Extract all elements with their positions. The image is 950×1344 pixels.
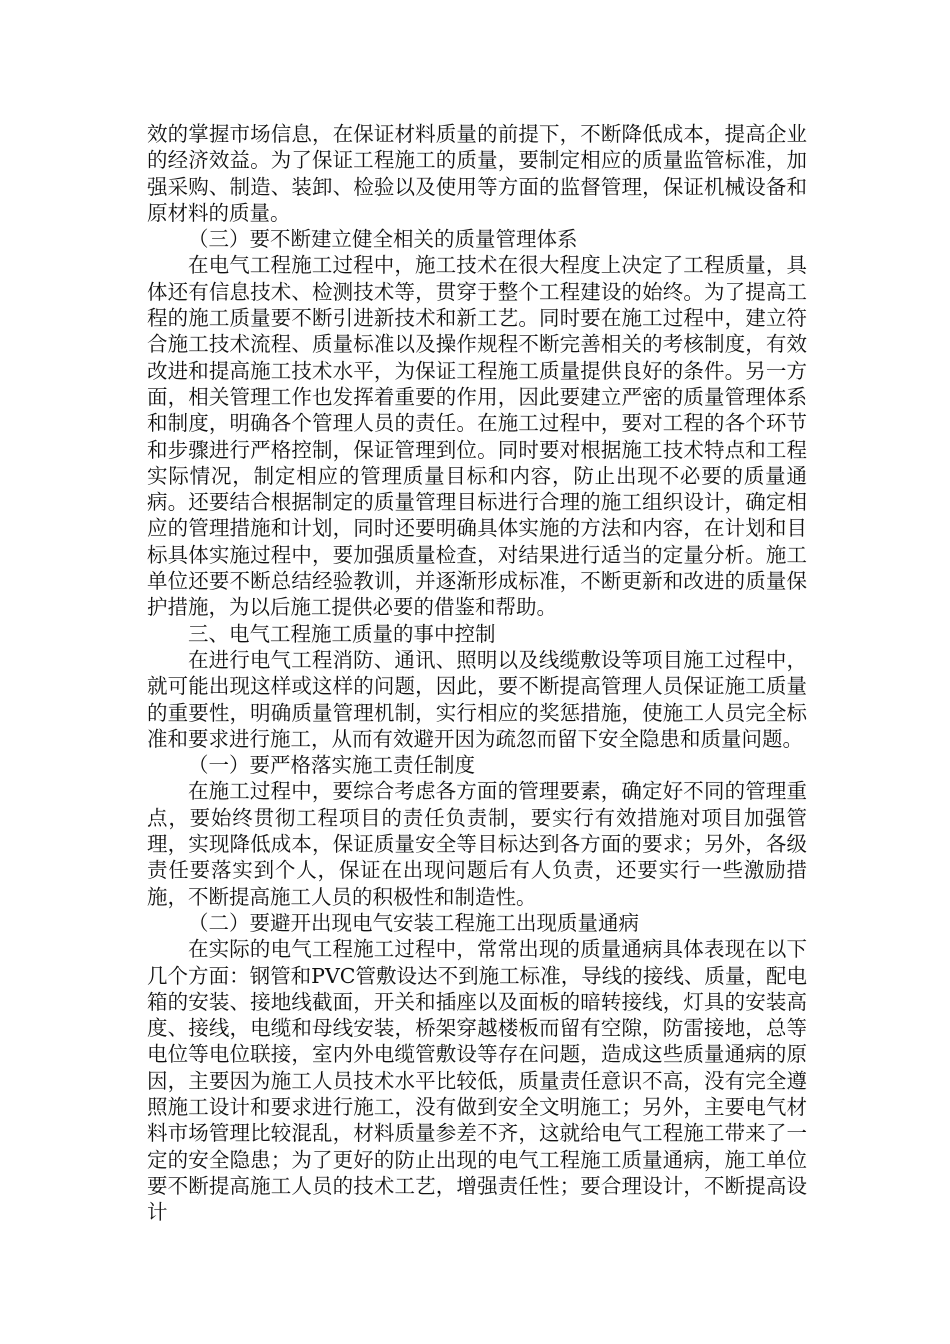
document-body xyxy=(147,121,807,1225)
paragraph-in-process-control: 在进行电气工程消防、通讯、照明以及线缆敷设等项目施工过程中，就可能出现这样或这样的问题，因此，要不断提高管理人员保证施工质量的重要性，明确质量管理机制，实行相应的奖惩措施，使施工人员完全标准和要求进行施工，从而有效避开因为疏忽而留下安全隐患和质量问题。 xyxy=(147,647,807,751)
paragraph-quality-system: 在电气工程施工过程中，施工技术在很大程度上决定了工程质量，具体还有信息技术、检测技术等，贯穿于整个工程建设的始终。为了提高工程的施工质量要不断引进新技术和新工艺。同时要在施工过程中，建立符合施工技术流程、质量标准以及操作规程不断完善相关的考核制度，有效改进和提高施工技术水平，为保证工程施工质量提供良好的条件。另一方面，相关管理工作也发挥着重要的作用，因此要建立严密的质量管理体系和制度，明确各个管理人员的责任。在施工过程中，要对工程的各个环节和步骤进行严格控制，保证管理到位。同时要对根据施工技术特点和工程实际情况，制定相应的管理质量目标和内容，防止出现不必要的质量通病。还要结合根据制定的质量管理目标进行合理的施工组织设计，确定相应的管理措施和计划，同时还要明确具体实施的方法和内容，在计划和目标具体实施过程中，要加强质量检查，对结果进行适当的定量分析。施工单位还要不断总结经验教训，并逐渐形成标准，不断更新和改进的质量保护措施，为以后施工提供必要的借鉴和帮助。 xyxy=(147,253,807,620)
paragraph-continuation: 效的掌握市场信息，在保证材料质量的前提下，不断降低成本，提高企业的经济效益。为了保证工程施工的质量，要制定相应的质量监管标准，加强采购、制造、装卸、检验以及使用等方面的监督管理，保证机械设备和原材料的质量。 xyxy=(147,122,807,225)
section-heading-3: （三）要不断建立健全相关的质量管理体系 xyxy=(188,227,578,252)
paragraph-common-defects: 在实际的电气工程施工过程中，常常出现的质量通病具体表现在以下几个方面：钢管和PVC管敷设达不到施工标准，导线的接线、质量，配电箱的安装、接地线截面，开关和插座以及面板的暗转接线，灯具的安装高度、接线，电缆和母线安装，桥架穿越楼板而留有空隙，防雷接地，总等电位等电位联接，室内外电缆管敷设等存在问题，造成这些质量通病的原因，主要因为施工人员技术水平比较低，质量责任意识不高，没有完全遵照施工设计和要求进行施工，没有做到安全文明施工；另外，主要电气材料市场管理比较混乱，材料质量参差不齐，这就给电气工程施工带来了一定的安全隐患；为了更好的防止出现的电气工程施工质量通病，施工单位要不断提高施工人员的技术工艺，增强责任性；要合理设计，不断提高设计 xyxy=(147,937,807,1225)
paragraph-responsibility: 在施工过程中，要综合考虑各方面的管理要素，确定好不同的管理重点，要始终贯彻工程项目的责任负责制，要实行有效措施对项目加强管理，实现降低成本，保证质量安全等目标达到各方面的要求；另外，各级责任要落实到个人，保证在出现问题后有人负责，还要实行一些激励措施，不断提高施工人员的积极性和制造性。 xyxy=(147,779,807,909)
section-heading-2: （二）要避开出现电气安装工程施工出现质量通病 xyxy=(188,910,639,935)
section-heading-1: （一）要严格落实施工责任制度 xyxy=(188,753,475,778)
chapter-heading-in-process-control: 三、电气工程施工质量的事中控制 xyxy=(188,621,496,646)
